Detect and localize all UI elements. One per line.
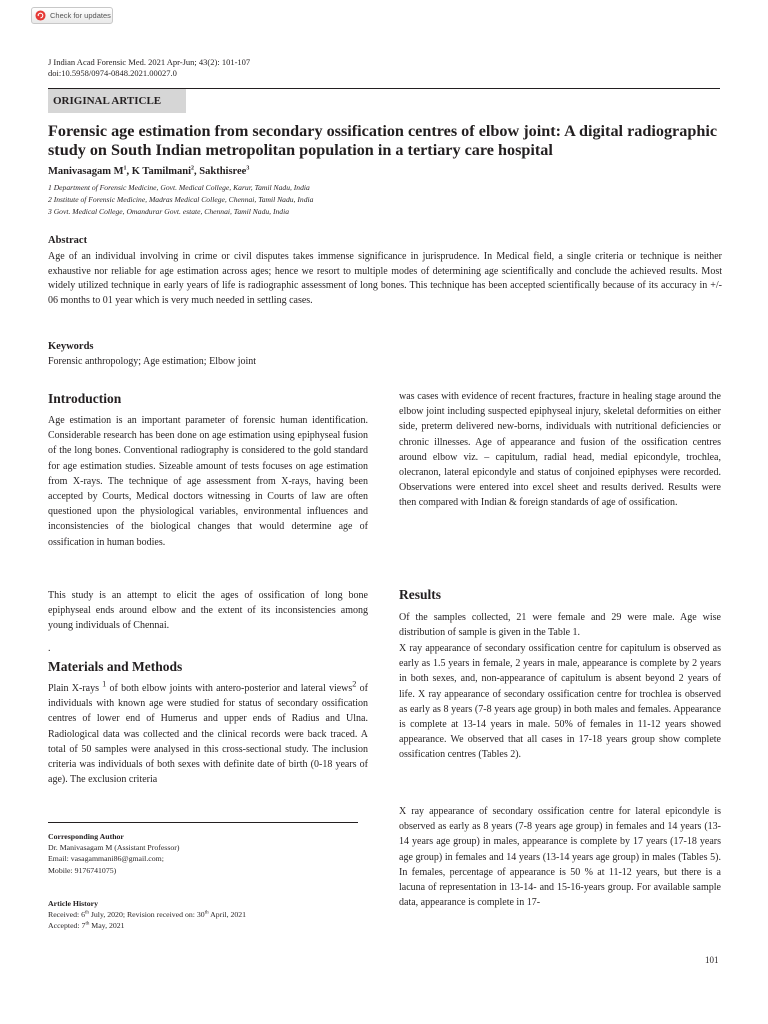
affiliation: 2 Institute of Forensic Medicine, Madras Medical College, Chennai, Tamil Nadu, India: [48, 195, 314, 205]
introduction-paragraph: Age estimation is an important parameter of forensic human identification. Considerable research has been done on age estimation using epiphyseal fusion of the long bones. Conventional radiography is considered to the gold standard for age estimation studies. Sizeable amount of tests focuses on age estimation from X-rays. The technique of age assessment from X-rays, having been accepted by Courts, Medical doctors witnessing in Courts of law are often questioned upon the physiological variables, environmental influences and inconsistencies of the biological changes that would determine age of ossification in human bodies.: [48, 415, 368, 548]
methods-text: of both elbow joints with antero-posterior and lateral views: [106, 683, 353, 694]
article-type-label: ORIGINAL ARTICLE: [48, 89, 186, 113]
results-paragraph: X ray appearance of secondary ossification centre for capitulum is observed as early as 1.5 years in female, 2 years in male, appearance is complete by 2 years in both sexes, and, non-appearance of capitulum is absent beyond 2 years of life. X ray appearance of secondary ossification centre for trochlea is observed as early as 8 years (7-8 years age group) in both males and females. Appearance is complete at 13-14 years in male. 50% of females in 11-12 years showed appearance. We observed that all cases in 17-18 years group show complete ossification centres (Tables 2).: [399, 643, 721, 761]
reference-superscript: 2: [352, 679, 357, 689]
check-for-updates-label: Check for updates: [50, 11, 111, 20]
history-text: April, 2021: [208, 910, 247, 920]
abstract-text: Age of an individual involving in crime or civil disputes takes immense significance in jurisprudence. In Medical field, a single criteria or technique is neither exhaustive nor reliable for age estimation across ages; hence we resort to multiple modes of determining age scientifically and conclude the achieved results. Most widely utilized technique in early years of life is radiographic assessment of long bones. This technique has been accepted scientifically because of its accuracy in +/- 06 months to 01 year which is very much needed in settling cases.: [48, 251, 722, 307]
methods-continued-paragraph: was cases with evidence of recent fractures, fracture in healing stage around the elbow joint including suspected epiphyseal injury, skeletal deformities on either side, preterm delivered new-borns, individuals with nutritional deficiencies or chronic illnesses. Age of appearance and fusion of the ossification centres around elbow viz. – capitulum, radial head, medial epicondyle, trochlea, olecranon, lateral epicondyle and status of conjoined epiphyses were recorded. Observations were entered into excel sheet and results derived. Results were then compared with Indian & foreign standards of age of ossification.: [399, 391, 721, 509]
author-list: [48, 166, 249, 177]
abstract-heading: Abstract: [48, 235, 88, 246]
reference-superscript: 1: [102, 679, 107, 689]
methods-text: Plain X-rays: [48, 683, 103, 694]
accepted-line: [48, 920, 246, 931]
author-separator: ,: [126, 166, 132, 177]
corresponding-mobile: Mobile: 9176741075): [48, 865, 117, 875]
history-text: Accepted: 7: [48, 921, 86, 931]
history-text: May, 2021: [89, 921, 125, 931]
ordinal-suffix: th: [204, 910, 209, 916]
article-type-bar: [48, 88, 720, 112]
page-number: 101: [705, 955, 719, 965]
citation-line: J Indian Acad Forensic Med. 2021 Apr-Jun; 43(2): 101-107: [48, 57, 251, 67]
corresponding-author: [48, 831, 179, 876]
keywords-text: Forensic anthropology; Age estimation; Elbow joint: [48, 356, 257, 367]
corresponding-heading: Corresponding Author: [48, 832, 124, 841]
results-paragraph: Of the samples collected, 21 were female and 29 were male. Age wise distribution of sample is given in the Table 1.: [399, 612, 721, 639]
affiliations: [48, 182, 313, 219]
author-superscript: 3: [246, 165, 250, 172]
ordinal-suffix: th: [85, 921, 90, 927]
affiliation: 3 Govt. Medical College, Omandurar Govt. estate, Chennai, Tamil Nadu, India: [48, 207, 290, 217]
author-separator: ,: [194, 166, 200, 177]
history-text: July, 2020; Revision received on: 30: [88, 910, 205, 920]
author-name: K Tamilmani: [131, 166, 192, 177]
author-superscript: 2: [191, 165, 195, 172]
received-line: [48, 909, 246, 920]
results-paragraph: X ray appearance of secondary ossification centre for lateral epicondyle is observed as early as 8 years (7-8 years age group) in females and 14 years (13-14 years age group) in males, appearance is complete by 17 years (17-18 years age group) in females and 14 years (13-14 years age group) in males (Tables 5). In females, percentage of appearance is 50 % at 11-12 years, but there is a lacuna of representation in 13-14- and 15-16-years group. For available sample data, appearance is complete in 17-: [399, 806, 721, 909]
methods-paragraph: [48, 681, 368, 787]
author-name: Manivasagam M: [48, 166, 124, 177]
check-for-updates-button[interactable]: [31, 7, 113, 24]
methods-text: of individuals with known age were studied for status of secondary ossification centres of lower end of Humerus and upper ends of Radius and Ulna. Radiological data was collected and the clinical records were back traced. A total of 50 samples were analysed in this cross-sectional study. The inclusion criteria was individuals of both sexes with definite date of birth (0-18 years of age). The exclusion criteria: [48, 683, 368, 786]
introduction-paragraph: This study is an attempt to elicit the ages of ossification of long bone epiphyseal ends around elbow and the extent of its inconsistencies among young individuals of Chennai.: [48, 590, 368, 632]
keywords-heading: Keywords: [48, 341, 94, 352]
article-title: Forensic age estimation from secondary ossification centres of elbow joint: A digital radiographic study on South Indian metropolitan population in a tertiary care hospital: [48, 122, 718, 159]
author-superscript: 1: [123, 165, 127, 172]
corresponding-name: Dr. Manivasagam M (Assistant Professor): [48, 843, 180, 853]
author-name: Sakthisree: [199, 166, 247, 177]
article-history: [48, 898, 246, 932]
history-heading: Article History: [48, 899, 99, 908]
methods-heading: Materials and Methods: [48, 659, 183, 674]
corresponding-email[interactable]: Email: vasagammani86@gmail.com;: [48, 854, 164, 864]
ordinal-suffix: th: [85, 910, 89, 916]
introduction-heading: Introduction: [48, 391, 122, 406]
stray-dot: .: [48, 643, 51, 654]
refresh-icon: [35, 10, 46, 21]
results-heading: Results: [399, 587, 442, 602]
doi-link[interactable]: doi:10.5958/0974-0848.2021.00027.0: [48, 68, 177, 78]
journal-citation: [48, 57, 250, 79]
footnote-divider: [48, 822, 358, 823]
affiliation: 1 Department of Forensic Medicine, Govt. Medical College, Karur, Tamil Nadu, India: [48, 183, 310, 192]
history-text: Received: 6: [48, 910, 86, 920]
